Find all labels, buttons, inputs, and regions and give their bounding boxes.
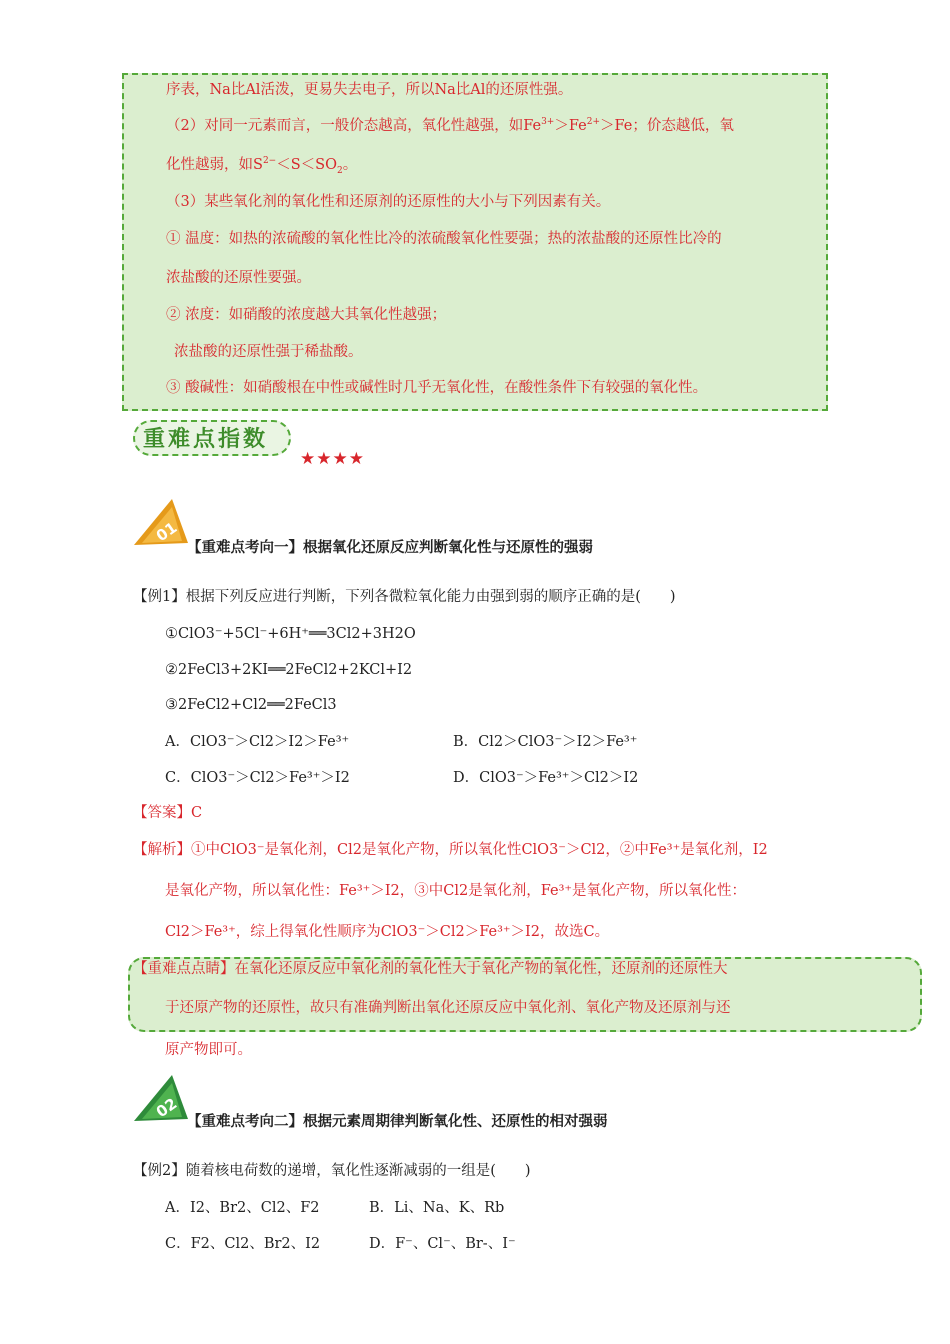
tip-line-2: 于还原产物的还原性，故只有准确判断出氧化还原反应中氧化剂、氧化产物及还原剂与还 xyxy=(165,1000,731,1016)
option2-c: C．F2、Cl2、Br2、I2 xyxy=(165,1236,321,1252)
section1-title: 【重难点考向一】根据氧化还原反应判断氧化性与还原性的强弱 xyxy=(187,540,593,556)
box-line-7: ② 浓度：如硝酸的浓度越大其氧化性越强； xyxy=(166,307,447,323)
box-line-5: ① 温度：如热的浓硫酸的氧化性比冷的浓硫酸氧化性要强；热的浓盐酸的还原性比冷的 xyxy=(166,231,722,247)
difficulty-stars: ★★★★ xyxy=(300,449,365,469)
option2-a: A．I2、Br2、Cl2、F2 xyxy=(165,1200,320,1216)
explanation-line-2: 是氧化产物，所以氧化性：Fe³⁺＞I2，③中Cl2是氧化剂，Fe³⁺是氧化产物，所以氧化性： xyxy=(165,883,747,899)
badge-01-label: 01 xyxy=(152,518,181,546)
box-line-1: 序表，Na比Al活泼，更易失去电子，所以Na比Al的还原性强。 xyxy=(166,82,573,98)
example2-question: 【例2】随着核电荷数的递增，氧化性逐渐减弱的一组是( ) xyxy=(133,1163,531,1179)
option-d: D．ClO3⁻＞Fe³⁺＞Cl2＞I2 xyxy=(453,770,639,786)
explanation-line-1: 【解析】①中ClO3⁻是氧化剂，Cl2是氧化产物，所以氧化性ClO3⁻＞Cl2，②中Fe³⁺是氧化剂，I2 xyxy=(133,842,768,858)
banner-title: 重难点指数 xyxy=(143,427,269,452)
section2-title: 【重难点考向二】根据元素周期律判断氧化性、还原性的相对强弱 xyxy=(187,1114,608,1130)
box-line-6: 浓盐酸的还原性要强。 xyxy=(166,270,311,286)
option2-b: B．Li、Na、K、Rb xyxy=(369,1200,505,1216)
box-line-8: 浓盐酸的还原性强于稀盐酸。 xyxy=(174,344,363,360)
box-line-9: ③ 酸碱性：如硝酸根在中性或碱性时几乎无氧化性，在酸性条件下有较强的氧化性。 xyxy=(166,380,708,396)
badge-01-icon xyxy=(132,497,190,549)
option2-d: D．F⁻、Cl⁻、Br-、I⁻ xyxy=(369,1236,516,1252)
answer-1: 【答案】C xyxy=(133,805,203,821)
option-c: C．ClO3⁻＞Cl2＞Fe³⁺＞I2 xyxy=(165,770,350,786)
tip-line-3: 原产物即可。 xyxy=(165,1042,252,1058)
reaction-1: ①ClO3⁻+5Cl⁻+6H⁺══3Cl2+3H2O xyxy=(165,626,416,642)
reaction-3: ③2FeCl2+Cl2══2FeCl3 xyxy=(165,697,337,713)
example1-question: 【例1】根据下列反应进行判断，下列各微粒氧化能力由强到弱的顺序正确的是( ) xyxy=(133,589,676,605)
option-b: B．Cl2＞ClO3⁻＞I2＞Fe³⁺ xyxy=(453,734,638,750)
badge-02-icon xyxy=(132,1073,190,1125)
box-line-4: （3）某些氧化剂的氧化性和还原剂的还原性的大小与下列因素有关。 xyxy=(166,194,611,210)
box-line-3: 化性越弱，如$S^{2-}<S<SO_2$。 xyxy=(166,156,358,176)
tip-line-1: 【重难点点睛】在氧化还原反应中氧化剂的氧化性大于氧化产物的氧化性，还原剂的还原性大 xyxy=(133,961,728,977)
box-line-2: （2）对同一元素而言，一般价态越高，氧化性越强，如$Fe^{3+}>Fe^{2+}>Fe$；价态越低，氧 xyxy=(166,117,734,134)
option-a: A．ClO3⁻＞Cl2＞I2＞Fe³⁺ xyxy=(165,734,350,750)
explanation-line-3: Cl2＞Fe³⁺，综上得氧化性顺序为ClO3⁻＞Cl2＞Fe³⁺＞I2，故选C。 xyxy=(165,924,610,940)
reaction-2: ②2FeCl3+2KI══2FeCl2+2KCl+I2 xyxy=(165,662,413,678)
difficulty-banner xyxy=(133,420,295,460)
badge-02-label: 02 xyxy=(152,1094,181,1122)
